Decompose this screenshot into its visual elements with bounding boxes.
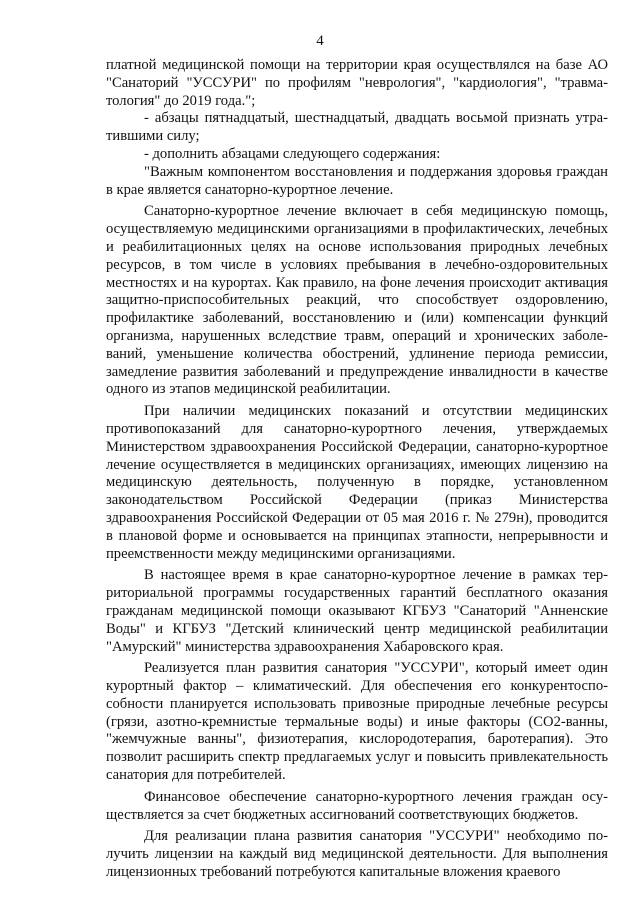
paragraph: Реализуется план развития санатория "УССУРИ", который имеет один курортный фактор – климатический. Для обеспечения его конкурентоспособности планируется использовать привозные природные лечебные ресурсы (грязи, азотно-кремнистые термальные воды) и иные факторы (СО2-ванны, "жемчужные ванны", физиотерапия, кислородотерапия, баротерапия). Это позволит расширить спектр предлагаемых услуг и повысить привлекательность санатория для потребителей. — [106, 660, 608, 784]
paragraph: платной медицинской помощи на территории края осуществлялся на базе АО "Санаторий "УССУРИ" по профилям "неврология", "кардиология", "травматология" до 2019 года."; — [106, 57, 608, 109]
paragraph: - дополнить абзацами следующего содержания: — [144, 145, 441, 162]
paragraph: - абзацы пятнадцатый, шестнадцатый, двадцать восьмой признать утратившими силу; — [106, 110, 608, 145]
paragraph: При наличии медицинских показаний и отсутствии медицинских противопоказаний для санаторно-курортного лечения, утверждаемых Министерством здравоохранения Российской Федерации, санаторно-курортное лечение осуществляется в медицинских организациях, имеющих лицензию на медицинскую деятельность, полученную в порядке, установленном законодательством Российской Федерации (приказ Министерства здравоохранения Российской Федерации от 05 мая 2016 г. № 279н), проводится в плановой форме и основывается на принципах этапности, непрерывности и преемственности между медицинскими организациями. — [106, 403, 608, 562]
page-number: 4 — [316, 33, 324, 49]
paragraph: Финансовое обеспечение санаторно-курортного лечения граждан осуществляется за счет бюджетных ассигнований соответствующих бюджетов. — [106, 788, 608, 823]
paragraph: Для реализации плана развития санатория "УССУРИ" необходимо получить лицензии на каждый вид медицинской деятельности. Для выполнения лицензионных требований потребуются капитальные вложения краевого — [106, 828, 608, 881]
paragraph: В настоящее время в крае санаторно-курортное лечение в рамках территориальной программы государственных гарантий бесплатного оказания гражданам медицинской помощи оказывают КГБУЗ "Санаторий "Анненские Воды" и КГБУЗ "Детский клинический центр медицинской реабилитации "Амурский" министерства здравоохранения Хабаровского края. — [106, 567, 608, 655]
paragraph: Санаторно-курортное лечение включает в себя медицинскую помощь, осуществляемую медицинскими организациями в профилактических, лечебных и реабилитационных целях на основе использования природных лечебных ресурсов, в том числе в условиях пребывания в лечебно-оздоровительных местностях и на курортах. Как правило, на фоне лечения происходит активация защитно-приспособительных реакций, что способствует оздоровлению, профилактике заболеваний, восстановлению и (или) компенсации функций организма, нарушенных вследствие травм, операций и хронических заболеваний, уменьшение количества обострений, удлинение периода ремиссии, замедление развития заболеваний и предупреждение инвалидности в качестве одного из этапов медицинской реабилитации. — [106, 203, 608, 398]
document-body — [106, 57, 608, 882]
paragraph: "Важным компонентом восстановления и поддержания здоровья граждан в крае является санаторно-курортное лечение. — [106, 163, 608, 198]
